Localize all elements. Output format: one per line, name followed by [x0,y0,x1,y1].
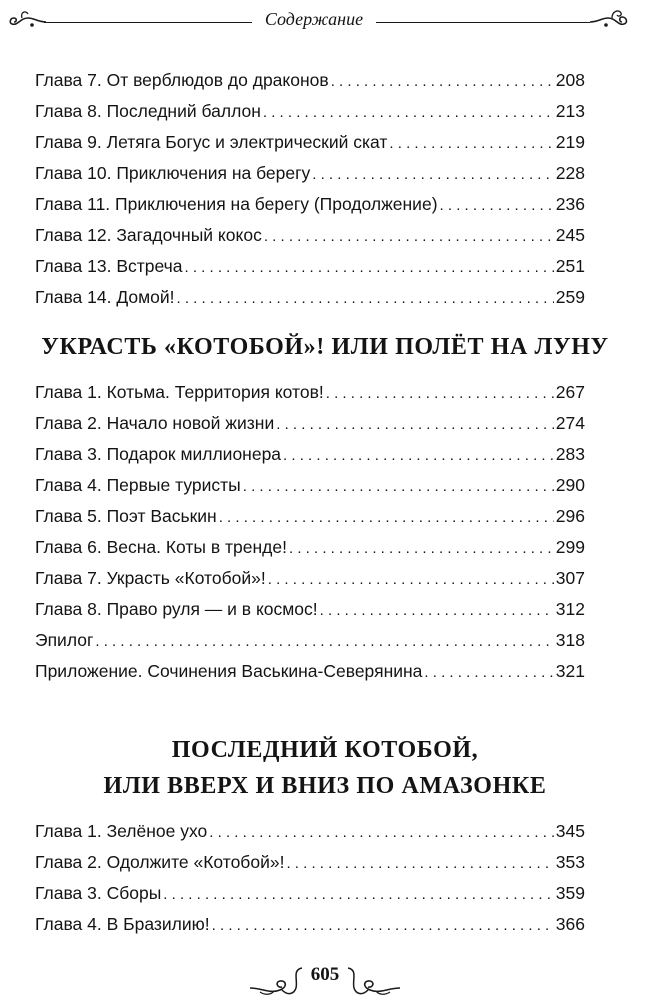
toc-entry[interactable] [35,911,585,937]
section-title: ИЛИ ВВЕРХ И ВНИЗ ПО АМАЗОНКЕ [103,773,547,799]
toc-entry[interactable] [35,880,585,906]
toc-entry-label: Глава 9. Летяга Богус и электрический скат [35,132,388,152]
toc-entry[interactable] [35,441,585,467]
toc-entry[interactable] [35,98,585,124]
toc-page-number: 299 [555,537,585,557]
toc-entry-label: Глава 6. Весна. Коты в тренде! [35,537,287,557]
toc-page-number: 318 [555,630,585,650]
toc-page-number: 321 [555,661,585,681]
dot-leader [243,474,554,500]
flourish-right-icon [588,6,632,36]
toc-entry[interactable] [35,129,585,155]
toc-entry-label: Глава 4. Первые туристы [35,475,241,495]
toc-page-number: 259 [555,287,585,307]
toc-entry-label: Глава 3. Сборы [35,883,162,903]
dot-leader [320,598,554,624]
toc-entry[interactable] [35,379,585,405]
toc-page-number: 251 [555,256,585,276]
toc-entry[interactable] [35,503,585,529]
dot-leader [163,882,554,908]
toc-entry-label: Глава 1. Котьма. Территория котов! [35,382,324,402]
dot-leader [424,660,553,686]
toc-page-number: 267 [555,382,585,402]
dot-leader [209,820,554,846]
toc-page-number: 345 [555,821,585,841]
toc-page-number: 236 [555,194,585,214]
dot-leader [185,255,554,281]
header-rule-right [376,22,590,23]
page-footer [0,958,650,1000]
header-rule-left [44,22,252,23]
toc-page-number: 312 [555,599,585,619]
toc-entry-label: Глава 11. Приключения на берегу (Продолжение) [35,194,438,214]
toc-entry-label: Глава 3. Подарок миллионера [35,444,282,464]
toc-entry[interactable] [35,222,585,248]
toc-entry[interactable] [35,534,585,560]
dot-leader [440,193,554,219]
dot-leader [276,412,554,438]
toc-entry[interactable] [35,565,585,591]
running-head [0,0,650,44]
toc-entry-label: Глава 1. Зелёное ухо [35,821,208,841]
toc-page-number: 366 [555,914,585,934]
toc-entry-label: Глава 8. Последний баллон [35,101,261,121]
toc-entry-label: Эпилог [35,630,94,650]
dot-leader [289,536,554,562]
toc-page-number: 307 [555,568,585,588]
toc-entry-label: Глава 5. Поэт Васькин [35,506,217,526]
toc-entry-label: Приложение. Сочинения Васькина-Северянина [35,661,423,681]
toc-entry-label: Глава 10. Приключения на берегу [35,163,311,183]
toc-entry-label: Глава 8. Право руля — и в космос! [35,599,318,619]
section-title: УКРАСТЬ «КОТОБОЙ»! ИЛИ ПОЛЁТ НА ЛУНУ [41,334,609,360]
toc-entry[interactable] [35,410,585,436]
toc-entry-label: Глава 2. Начало новой жизни [35,413,275,433]
toc-page-number: 274 [555,413,585,433]
dot-leader [219,505,554,531]
toc-entry[interactable] [35,472,585,498]
toc-entry[interactable] [35,658,585,684]
dot-leader [331,69,554,95]
toc-entry[interactable] [35,849,585,875]
toc-entry[interactable] [35,160,585,186]
toc-page-number: 245 [555,225,585,245]
toc-page-number: 296 [555,506,585,526]
flourish-left-icon [8,6,48,36]
toc-entry[interactable] [35,284,585,310]
toc-entry[interactable] [35,191,585,217]
toc-page-number: 359 [555,883,585,903]
toc-entry[interactable] [35,596,585,622]
toc-entry[interactable] [35,818,585,844]
dot-leader [177,286,554,312]
toc-page-number: 228 [555,163,585,183]
toc-entry-label: Глава 7. От верблюдов до драконов [35,70,329,90]
toc-page-number: 353 [555,852,585,872]
dot-leader [326,381,554,407]
dot-leader [268,567,554,593]
toc-page-number: 219 [555,132,585,152]
toc-entry[interactable] [35,627,585,653]
dot-leader [312,162,554,188]
dot-leader [283,443,554,469]
page-number: 605 [310,964,340,985]
toc-entry[interactable] [35,67,585,93]
toc-entry[interactable] [35,253,585,279]
toc-entry-label: Глава 4. В Бразилию! [35,914,210,934]
dot-leader [389,131,553,157]
toc-entry-label: Глава 7. Украсть «Котобой»! [35,568,266,588]
toc-page-number: 213 [555,101,585,121]
dot-leader [95,629,553,655]
toc-page-number: 283 [555,444,585,464]
dot-leader [286,851,553,877]
toc-entry-label: Глава 2. Одолжите «Котобой»! [35,852,285,872]
dot-leader [264,224,554,250]
toc-entry-label: Глава 14. Домой! [35,287,175,307]
dot-leader [212,913,554,939]
toc-page-number: 290 [555,475,585,495]
section-title: ПОСЛЕДНИЙ КОТОБОЙ, [171,737,479,763]
toc-entry-label: Глава 13. Встреча [35,256,183,276]
running-title: Содержание [264,9,364,29]
dot-leader [263,100,554,126]
toc-entry-label: Глава 12. Загадочный кокос [35,225,262,245]
toc-page-number: 208 [555,70,585,90]
